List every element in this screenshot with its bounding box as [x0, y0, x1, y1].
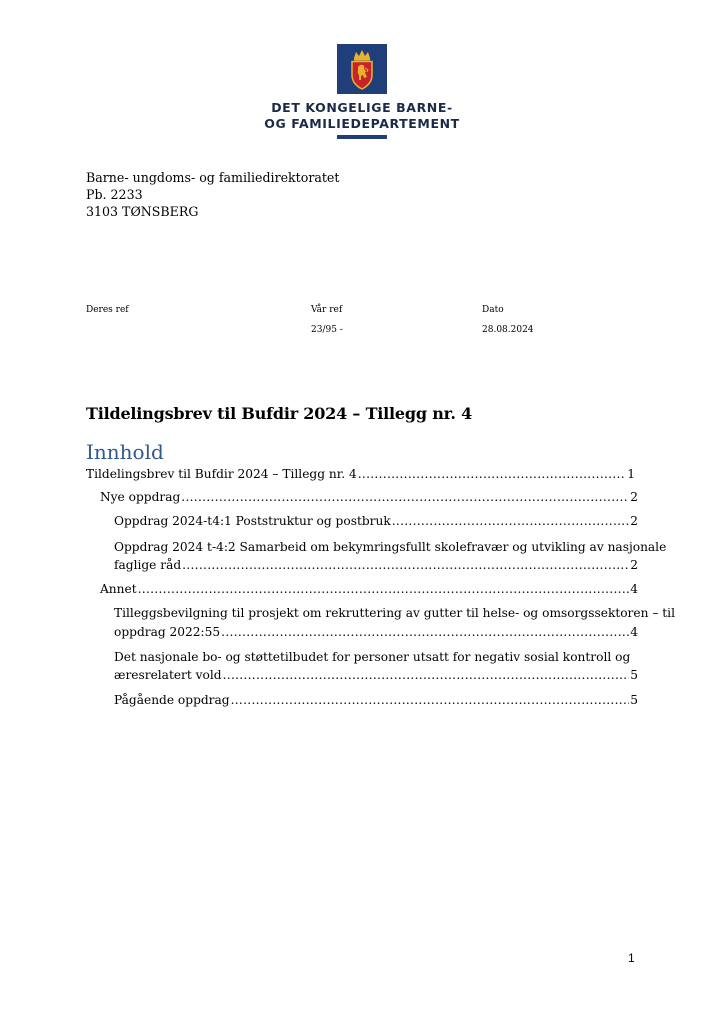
toc-entry-line1[interactable]: Det nasjonale bo- og støttetilbudet for personer utsatt for negativ sosial kontroll og [114, 650, 631, 664]
toc-entry-text: Tildelingsbrev til Bufdir 2024 – Tillegg nr. 4 [86, 467, 357, 481]
toc-entry-page: 2 [630, 490, 638, 504]
ministry-logo [256, 44, 468, 144]
dato-label: Dato [482, 305, 504, 315]
toc-entry-page: 1 [627, 467, 635, 481]
toc-entry-text: oppdrag 2022:55 [114, 625, 221, 639]
var-ref-value: 23/95 - [311, 325, 343, 335]
toc-entry[interactable] [114, 692, 638, 708]
toc-leader [182, 557, 629, 573]
toc-entry-text: æresrelatert vold [114, 668, 222, 682]
toc-leader [223, 667, 629, 683]
recipient-name: Barne- ungdoms- og familiedirektoratet [86, 170, 340, 185]
toc-entry[interactable] [114, 667, 638, 683]
recipient-pobox: Pb. 2233 [86, 187, 143, 202]
var-ref-label: Vår ref [311, 305, 343, 315]
toc-entry-page: 5 [630, 693, 638, 707]
logo-underline [337, 135, 387, 139]
toc-entry[interactable] [86, 466, 635, 482]
toc-entry-page: 4 [630, 625, 638, 639]
toc-entry[interactable] [114, 624, 638, 640]
page-number: 1 [628, 951, 635, 965]
toc-entry[interactable] [114, 557, 638, 573]
toc-entry-line1[interactable]: Oppdrag 2024 t-4:2 Samarbeid om bekymringsfullt skolefravær og utvikling av nasjonale [114, 540, 667, 554]
dato-value: 28.08.2024 [482, 325, 534, 335]
toc-leader [221, 624, 629, 640]
toc-leader [392, 513, 629, 529]
toc-entry-page: 5 [630, 668, 638, 682]
recipient-postal: 3103 TØNSBERG [86, 204, 199, 219]
toc-entry-page: 2 [630, 514, 638, 528]
toc-entry[interactable] [100, 581, 638, 597]
toc-entry[interactable] [100, 489, 638, 505]
toc-entry-text: Annet [100, 582, 137, 596]
logo-line-2: OG FAMILIEDEPARTEMENT [264, 116, 460, 131]
toc-entry-line1[interactable]: Tilleggsbevilgning til prosjekt om rekruttering av gutter til helse- og omsorgssektoren – til [114, 606, 675, 620]
deres-ref-label: Deres ref [86, 305, 129, 315]
coat-of-arms-icon [337, 44, 387, 94]
toc-leader [138, 581, 629, 597]
toc-entry-text: Pågående oppdrag [114, 693, 230, 707]
document-title: Tildelingsbrev til Bufdir 2024 – Tillegg nr. 4 [86, 404, 473, 423]
toc-leader [231, 692, 629, 708]
toc-entry[interactable] [114, 513, 638, 529]
toc-entry-page: 2 [630, 558, 638, 572]
toc-entry-page: 4 [630, 582, 638, 596]
recipient-address [86, 169, 339, 220]
toc-leader [358, 466, 626, 482]
toc-entry-text: Oppdrag 2024-t4:1 Poststruktur og postbruk [114, 514, 391, 528]
toc-entry-text: faglige råd [114, 558, 182, 572]
toc-heading: Innhold [86, 440, 164, 464]
toc-leader [181, 489, 629, 505]
toc-entry-text: Nye oppdrag [100, 490, 181, 504]
logo-line-1: DET KONGELIGE BARNE- [271, 100, 453, 115]
